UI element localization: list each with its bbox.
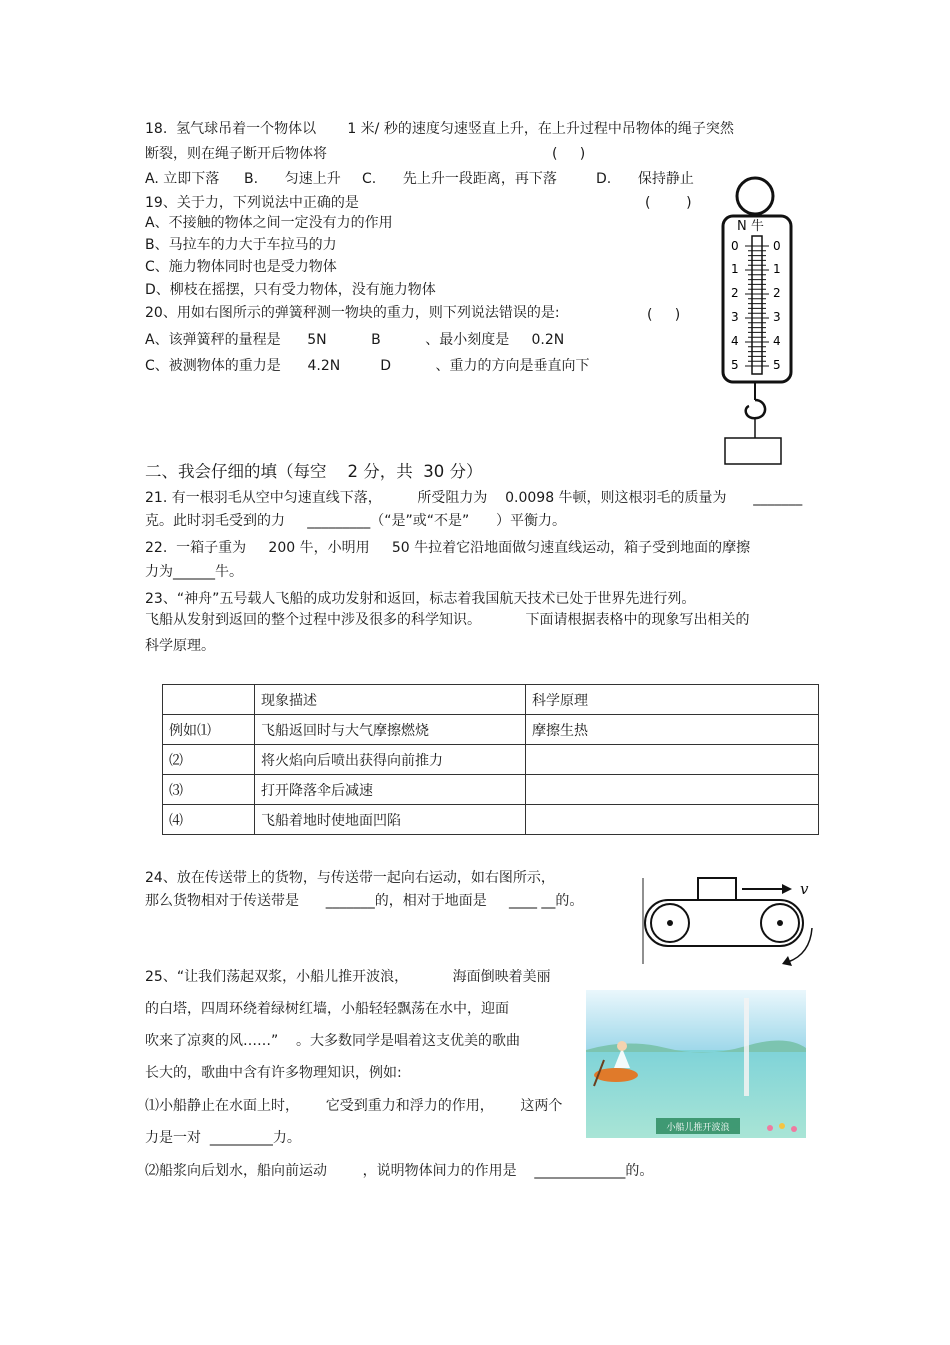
table-header-cell (163, 685, 255, 715)
q23-line2: 飞船从发射到返回的整个过程中涉及很多的科学知识。 下面请根据表格中的现象写出相关的 (145, 612, 750, 628)
scale-num-left-0: 0 (731, 239, 739, 253)
table-header-cell: 现象描述 (255, 685, 526, 715)
q18-line1: 18. 氢气球吊着一个物体以 1 米/ 秒的速度匀速竖直上升，在上升过程中吊物体的绳子突然 (145, 121, 734, 137)
science-table (162, 684, 819, 835)
conveyor-belt-figure (642, 876, 820, 968)
pagoda (744, 998, 749, 1096)
q25-line1: 25、“让我们荡起双浆，小船儿推开波浪， 海面倒映着美丽 (145, 969, 551, 985)
scale-num-left-2: 2 (731, 286, 739, 300)
q21-line2: 克。此时羽毛受到的力 _________（“是”或“不是” ）平衡力。 (145, 513, 566, 529)
q18-option-c: C. 先上升一段距离，再下落 (362, 171, 557, 187)
q21-line1: 21. 有一根羽毛从空中匀速直线下落， 所受阻力为 0.0098 牛顿，则这根羽毛的质量为 _______ (145, 490, 803, 506)
table-header-row (163, 685, 819, 715)
right-pulley-axle (777, 920, 783, 926)
table-cell: 飞船返回时与大气摩擦燃烧 (255, 715, 526, 745)
scale-num-right-3: 3 (773, 310, 781, 324)
q25-line7: ⑵船浆向后划水，船向前运动 ，说明物体间力的作用是 _____________的。 (145, 1163, 654, 1179)
table-cell: ⑶ (163, 775, 255, 805)
scale-num-right-1: 1 (773, 262, 781, 276)
scale-num-left-4: 4 (731, 334, 739, 348)
table-row (163, 715, 819, 745)
q18-option-b: B. 匀速上升 (244, 171, 341, 187)
boat-scene (586, 990, 806, 1138)
spring-scale-figure (715, 176, 800, 468)
flower-decoration (767, 1125, 773, 1131)
q23-line3: 科学原理。 (145, 638, 215, 654)
table-cell (526, 775, 819, 805)
child-head (617, 1041, 627, 1051)
scale-num-left-3: 3 (731, 310, 739, 324)
photo-caption: 小船儿推开波浪 (666, 1123, 730, 1133)
q19-paren: ( ) (645, 195, 692, 211)
hanging-block (725, 438, 781, 464)
q22-line2: 力为______牛。 (145, 564, 243, 580)
q25-line5: ⑴小船静止在水面上时， 它受到重力和浮力的作用， 这两个 (145, 1098, 563, 1114)
table-row (163, 805, 819, 835)
scale-unit-label: N 牛 (737, 219, 764, 234)
flower-decoration (791, 1126, 797, 1132)
table-cell: 摩擦生热 (526, 715, 819, 745)
table-cell: 将火焰向后喷出获得向前推力 (255, 745, 526, 775)
cargo-box (698, 878, 736, 900)
q25-line2: 的白塔，四周环绕着绿树红墙，小船轻轻飘荡在水中，迎面 (145, 1001, 509, 1017)
table-cell (526, 745, 819, 775)
velocity-arrowhead (782, 884, 792, 894)
q24-line2: 那么货物相对于传送带是 _______的，相对于地面是 ____ __的。 (145, 893, 584, 909)
q19-stem: 19、关于力，下列说法中正确的是 (145, 195, 359, 211)
scale-hook (746, 400, 765, 418)
section2-title: 二、我会仔细的填（每空 2 分，共 30 分） (145, 462, 483, 481)
q23-line1: 23、“神舟”五号载人飞船的成功发射和返回，标志着我国航天技术已处于世界先进行列。 (145, 591, 696, 607)
table-cell: 打开降落伞后减速 (255, 775, 526, 805)
flower-decoration (779, 1123, 785, 1129)
q19-option-c: C、施力物体同时也是受力物体 (145, 259, 337, 275)
table-cell: ⑷ (163, 805, 255, 835)
q19-option-d: D、柳枝在摇摆，只有受力物体，没有施力物体 (145, 282, 436, 298)
scale-ring (737, 178, 773, 214)
left-pulley-axle (667, 920, 673, 926)
scale-slot (752, 236, 762, 374)
scale-num-right-5: 5 (773, 358, 781, 372)
q18-option-a: A. 立即下落 (145, 171, 220, 187)
q22-line1: 22. 一箱子重为 200 牛，小明用 50 牛拉着它沿地面做匀速直线运动，箱子受到地面的摩擦 (145, 540, 751, 556)
q18-paren: ( ) (552, 146, 586, 162)
table-cell: ⑵ (163, 745, 255, 775)
q20-stem: 20、用如右图所示的弹簧秤测一物块的重力，则下列说法错误的是: (145, 305, 560, 321)
table-row (163, 775, 819, 805)
q24-line1: 24、放在传送带上的货物，与传送带一起向右运动，如右图所示， (145, 870, 555, 886)
q25-line3: 吹来了凉爽的风……” 。大多数同学是唱着这支优美的歌曲 (145, 1033, 521, 1049)
scale-num-right-4: 4 (773, 334, 781, 348)
scale-num-right-2: 2 (773, 286, 781, 300)
table-row (163, 745, 819, 775)
boat-song-photo (586, 990, 806, 1138)
table-cell: 飞船着地时使地面凹陷 (255, 805, 526, 835)
q19-option-a: A、不接触的物体之间一定没有力的作用 (145, 215, 393, 231)
q20-options-ab: A、该弹簧秤的量程是 5N B 、最小刻度是 0.2N (145, 332, 565, 348)
q25-line4: 长大的，歌曲中含有许多物理知识，例如: (145, 1065, 402, 1081)
scale-num-left-5: 5 (731, 358, 739, 372)
q20-options-cd: C、被测物体的重力是 4.2N D 、重力的方向是垂直向下 (145, 358, 590, 374)
q18-line2: 断裂，则在绳子断开后物体将 (145, 146, 327, 162)
table-cell: 例如⑴ (163, 715, 255, 745)
q20-paren: ( ) (647, 307, 681, 323)
table-header-cell: 科学原理 (526, 685, 819, 715)
velocity-label: v (800, 880, 809, 898)
q25-line6: 力是一对 _________力。 (145, 1130, 301, 1146)
q18-option-d: D. 保持静止 (596, 171, 694, 187)
scale-num-right-0: 0 (773, 239, 781, 253)
scale-num-left-1: 1 (731, 262, 739, 276)
q19-option-b: B、马拉车的力大于车拉马的力 (145, 237, 337, 253)
table-cell (526, 805, 819, 835)
